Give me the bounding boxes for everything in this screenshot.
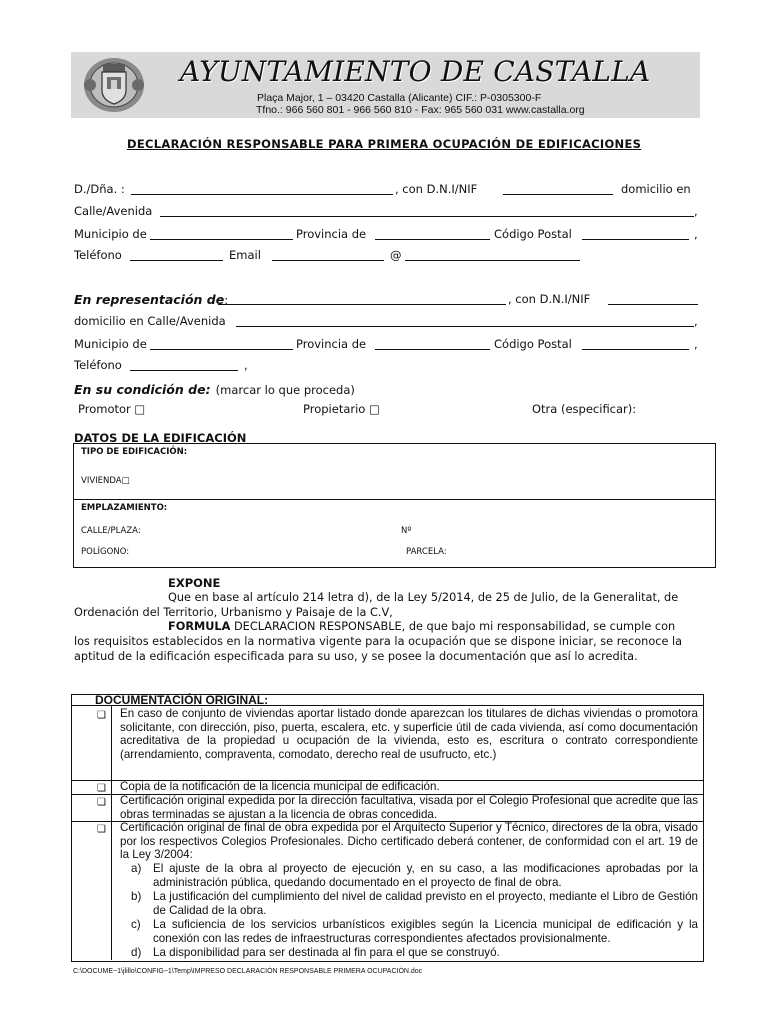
representation-domicilio-label: domicilio en Calle/Avenida	[74, 314, 226, 328]
email-user-field[interactable]	[272, 260, 384, 261]
subitem-b: La justificación del cumplimiento del nivel de calidad previsto en el proyecto, mediante el Libro de Gestión de Calidad de la obra.	[153, 890, 698, 917]
representation-municipio-field[interactable]	[150, 349, 293, 350]
condition-heading: En su condición de:	[74, 382, 211, 397]
representation-telefono-label: Teléfono	[74, 358, 122, 372]
checkbox-icon[interactable]: ❑	[97, 710, 106, 721]
cp-field[interactable]	[582, 239, 689, 240]
formula-text: DECLARACION RESPONSABLE, de que bajo mi responsabilidad, se cumple con	[230, 620, 676, 633]
colon: :	[224, 293, 229, 307]
expone-line-2: Ordenación del Territorio, Urbanismo y Paisaje de la C.V,	[74, 606, 393, 619]
subitem-a: El ajuste de la obra al proyecto de ejecución y, en su caso, a las modificaciones aprobadas por la administración pública, quedando documentado en el proyecto de final de obra.	[153, 862, 698, 889]
at-sign: @	[390, 248, 402, 262]
doc-item-2: Copia de la notificación de la licencia municipal de edificación.	[120, 780, 440, 793]
street-plaza-label: CALLE/PLAZA:	[81, 526, 141, 536]
parcela-label: PARCELA:	[406, 547, 447, 557]
document-title: DECLARACIÓN RESPONSABLE PARA PRIMERA OCUPACIÓN DE EDIFICACIONES	[127, 137, 642, 151]
condition-hint: (marcar lo que proceda)	[215, 383, 355, 397]
telefono-label: Teléfono	[74, 248, 122, 262]
subitem-d: La disponibilidad para ser destinada al fin para el que se construyó.	[153, 946, 500, 959]
representation-municipio-label: Municipio de	[74, 337, 147, 351]
contact-line: Tfno.: 966 560 801 - 966 560 810 - Fax: 965 560 031 www.castalla.org	[256, 104, 585, 116]
expone-line-5: aptitud de la edificación especificada para su uso, y se posee la documentación que así lo acredita.	[74, 650, 638, 663]
municipio-field[interactable]	[150, 239, 293, 240]
representation-name-field[interactable]	[218, 304, 506, 305]
formula-line	[168, 620, 675, 633]
representation-heading-text: En representación de	[74, 292, 225, 307]
representation-heading	[74, 292, 228, 307]
building-data-box	[73, 443, 716, 568]
location-label: EMPLAZAMIENTO:	[81, 503, 168, 513]
subitem-letter: a)	[131, 862, 142, 875]
representation-telefono-field[interactable]	[130, 370, 238, 371]
email-domain-field[interactable]	[405, 260, 580, 261]
expone-line-4: los requisitos establecidos en la normativa vigente para la ocupación que se dispone iniciar, se reconoce la	[74, 635, 683, 648]
expone-heading: EXPONE	[168, 576, 221, 590]
representation-provincia-label: Provincia de	[296, 337, 367, 351]
comma: ,	[244, 358, 248, 372]
coat-of-arms-logo	[76, 54, 152, 116]
representation-cp-field[interactable]	[582, 349, 689, 350]
email-label: Email	[229, 248, 261, 262]
provincia-label: Provincia de	[296, 227, 367, 241]
comma: ,	[694, 314, 698, 328]
provincia-field[interactable]	[375, 239, 490, 240]
formula-word: FORMULA	[168, 620, 231, 633]
condition-row	[74, 379, 355, 398]
domicilio-label: domicilio en	[621, 182, 691, 196]
subitem-c: La suficiencia de los servicios urbanísticos exigibles según la Licencia municipal de edificación y la conexión con las redes de infraestructuras correspondientes afectados provisionalmente.	[153, 918, 698, 945]
dni-label: , con D.N.I/NIF	[395, 182, 478, 196]
representation-cp-label: Código Postal	[494, 337, 572, 351]
representation-street-field[interactable]	[236, 326, 694, 327]
building-heading: DATOS DE LA EDIFICACIÓN	[74, 431, 247, 445]
checkbox-icon[interactable]: ❑	[97, 783, 106, 794]
cp-label: Código Postal	[494, 227, 572, 241]
doc-item-1: En caso de conjunto de viviendas aportar listado donde aparezcan los titulares de dichas viviendas o promotora solicitante, con dirección, piso, puerta, escalera, etc. y superficie útil de cada vivienda, así como documentación acreditativa de la propiedad u ocupación de la vivienda, esto es, escritura o contrato correspondiente (arrendamiento, compraventa, comodato, derecho real de usufructo, etc.)	[120, 707, 698, 761]
doc-item-3: Certificación original expedida por la dirección facultativa, visada por el Colegio Profesional que acredite que las obras terminadas se ajustan a la licencia de obras concedida.	[120, 794, 698, 821]
divider	[74, 499, 715, 500]
checkbox-icon[interactable]: ❑	[97, 824, 106, 835]
address-line: Plaça Major, 1 – 03420 Castalla (Alicante) CIF.: P-0305300-F	[257, 92, 542, 104]
building-type-label: TIPO DE EDIFICACIÓN:	[81, 447, 188, 457]
subitem-letter: b)	[131, 890, 142, 903]
file-path-footer: C:\DOCUME~1\jlillo\CONFIG~1\Temp\IMPRESO DECLARACIÓN RESPONSABLE PRIMERA OCUPACIÓN.doc	[73, 968, 423, 975]
subitem-letter: d)	[131, 946, 142, 959]
comma: ,	[694, 337, 698, 351]
representation-provincia-field[interactable]	[375, 349, 490, 350]
option-otra[interactable]: Otra (especificar):	[532, 402, 637, 416]
name-label: D./Dña. :	[74, 182, 125, 196]
option-propietario[interactable]: Propietario □	[303, 402, 380, 416]
dni-field[interactable]	[503, 194, 613, 195]
telefono-field[interactable]	[130, 260, 223, 261]
comma: ,	[694, 204, 698, 218]
representation-dni-field[interactable]	[608, 304, 698, 305]
table-column-divider	[111, 705, 112, 960]
number-label: Nº	[401, 526, 412, 536]
subitem-letter: c)	[131, 918, 141, 931]
expone-line-1: Que en base al artículo 214 letra d), de la Ley 5/2014, de 25 de Julio, de la Generalitat, de	[168, 591, 679, 604]
representation-dni-label: , con D.N.I/NIF	[508, 292, 591, 306]
name-field[interactable]	[131, 194, 393, 195]
comma: ,	[694, 227, 698, 241]
street-field[interactable]	[160, 216, 694, 217]
vivienda-checkbox[interactable]: VIVIENDA□	[81, 476, 130, 486]
option-promotor[interactable]: Promotor □	[78, 402, 146, 416]
checkbox-icon[interactable]: ❑	[97, 797, 106, 808]
municipality-title: AYUNTAMIENTO DE CASTALLA	[180, 55, 651, 88]
street-label: Calle/Avenida	[74, 204, 153, 218]
documentation-heading: DOCUMENTACIÓN ORIGINAL:	[95, 693, 269, 707]
municipio-label: Municipio de	[74, 227, 147, 241]
poligono-label: POLÍGONO:	[81, 547, 130, 557]
doc-item-4: Certificación original de final de obra expedida por el Arquitecto Superior y Técnico, directores de la obra, visado por los respectivos Colegios Profesionales. Dicho certificado deberá contener, de conformidad con el art. 19 de la Ley 3/2004:	[120, 821, 698, 862]
